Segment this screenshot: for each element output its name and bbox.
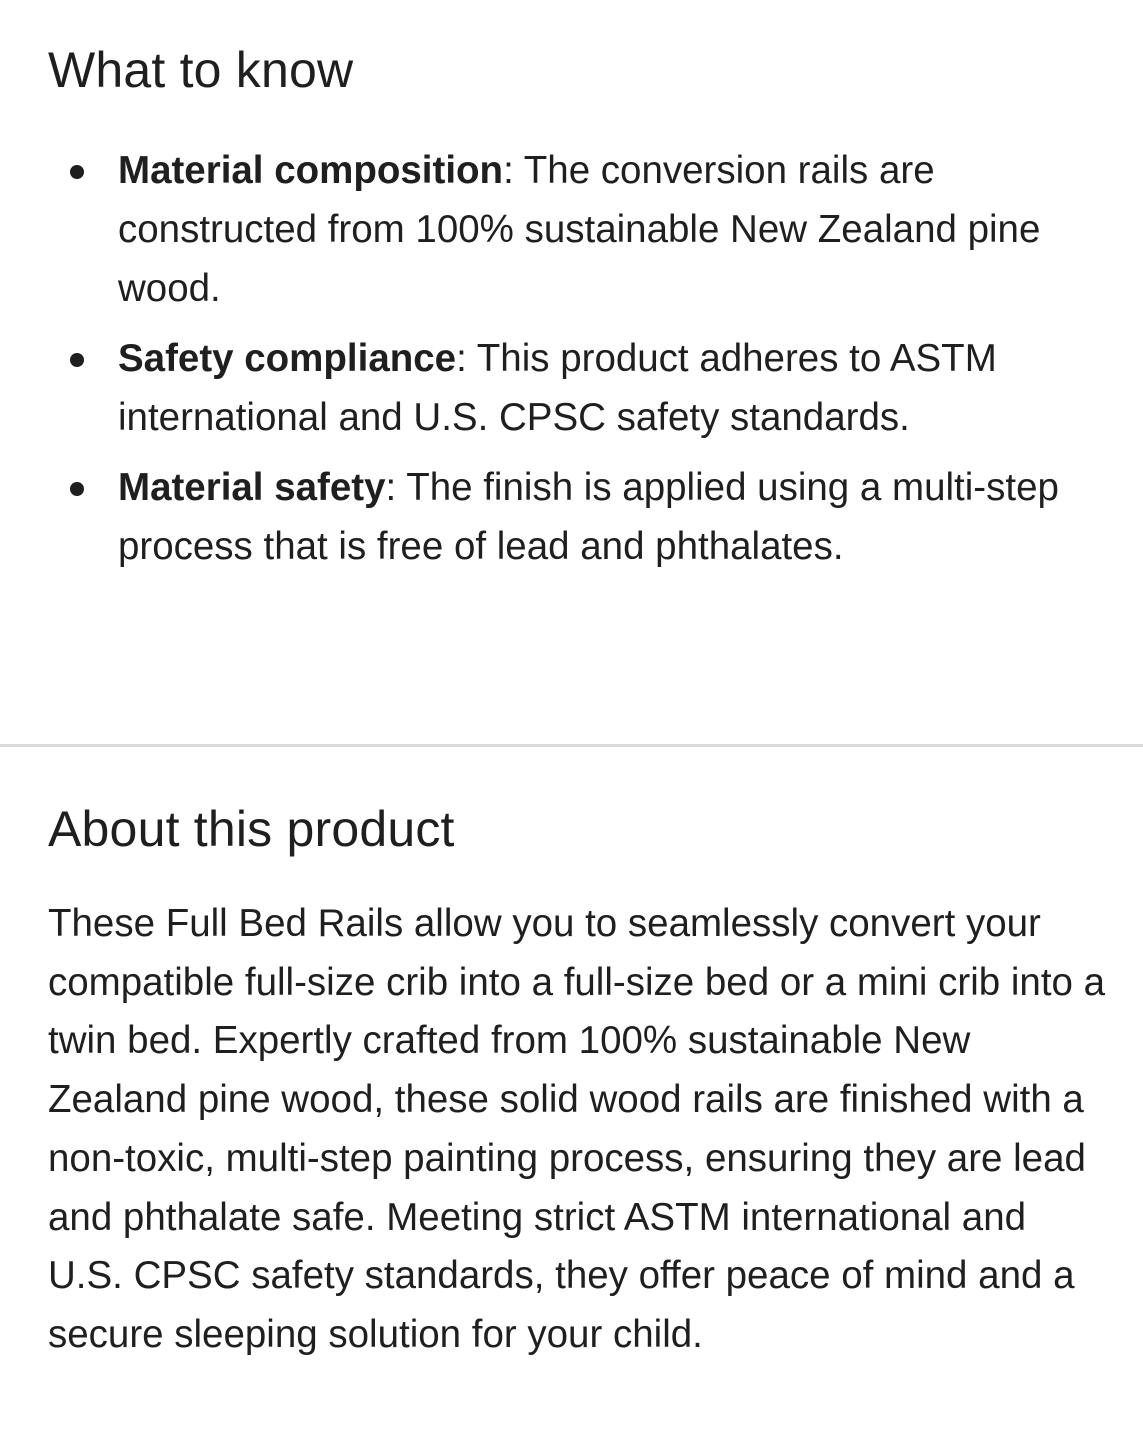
section-divider <box>0 744 1143 747</box>
about-product-description: These Full Bed Rails allow you to seamlessly convert your compatible full-size crib into a full-size bed or a mini crib into a twin bed. Expertly crafted from 100% sustainable New Zealand pine wood, these solid wood rails are finished with a non-toxic, multi-step painting process, ensuring they are lead and phthalate safe. Meeting strict ASTM international and U.S. CPSC safety standards, they offer peace of mind and a secure sleeping solution for your child. <box>48 902 1106 1356</box>
bullet-term: Material composition <box>118 149 504 192</box>
bullet-icon <box>70 482 84 496</box>
list-item <box>0 141 1143 318</box>
list-item <box>0 329 1143 447</box>
bullet-icon <box>70 165 84 179</box>
bullet-term: Safety compliance <box>118 337 457 380</box>
about-product-heading: About this product <box>48 801 455 857</box>
list-item <box>0 458 1143 576</box>
bullet-text: : This product adheres to ASTM international and U.S. CPSC safety standards. <box>118 337 997 439</box>
bullet-icon <box>70 353 84 367</box>
bullet-term: Material safety <box>118 466 386 509</box>
bullet-text: : The finish is applied using a multi-step process that is free of lead and phthalates. <box>118 466 1059 568</box>
what-to-know-list <box>0 141 1143 576</box>
what-to-know-heading: What to know <box>48 42 354 98</box>
bullet-text: : The conversion rails are constructed from 100% sustainable New Zealand pine wood. <box>118 149 1041 310</box>
